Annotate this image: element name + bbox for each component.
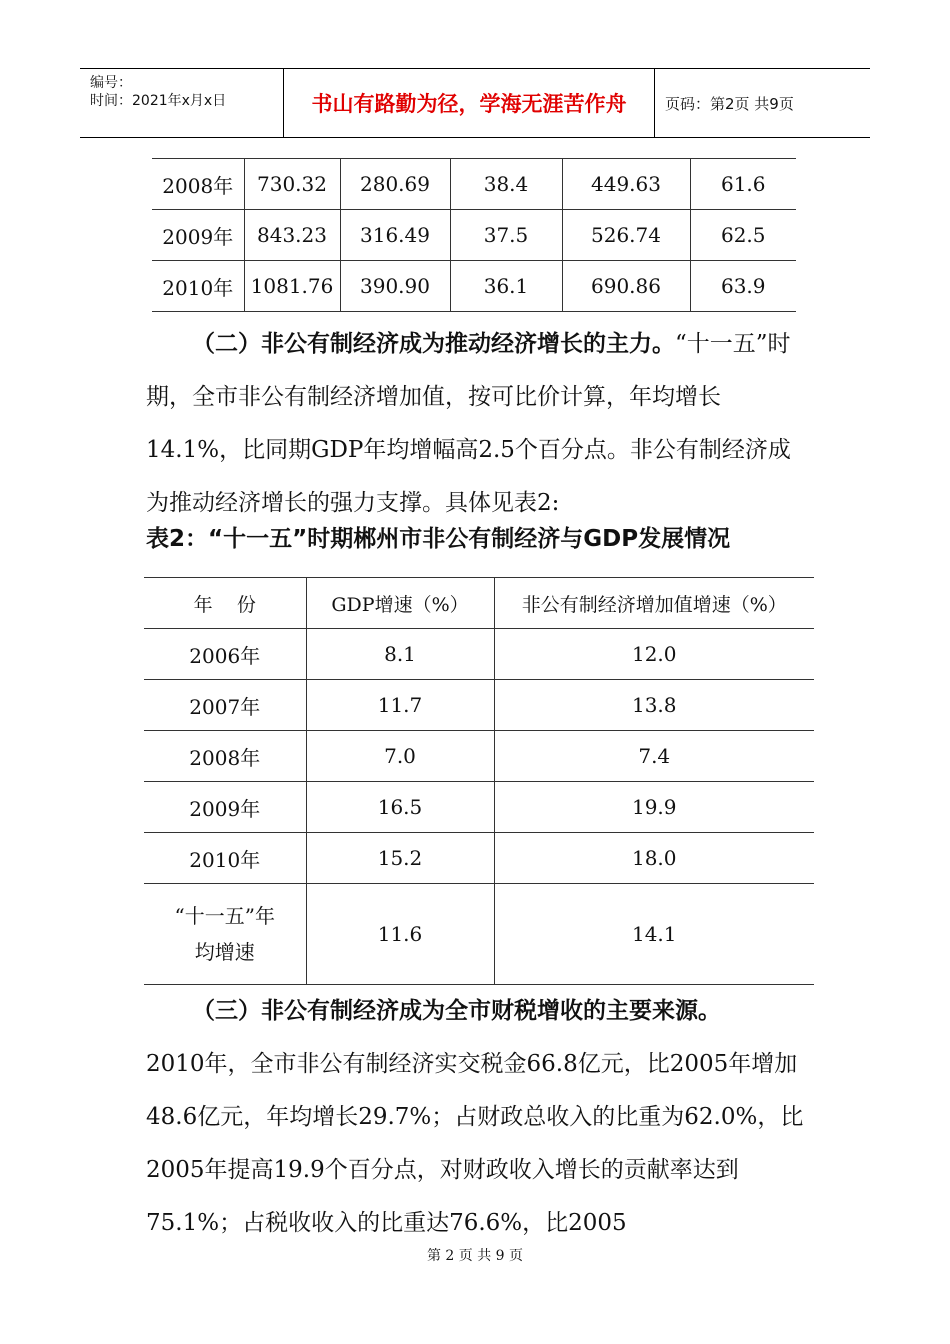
table-cell: 2008年	[144, 731, 306, 782]
paragraph-2-body: “十一五”时期，全市非公有制经济增加值，按可比价计算，年均增长14.1%，比同期GDP年均增幅高2.5个百分点。非公有制经济成为推动经济增长的强力支撑。具体见表2:	[146, 331, 791, 516]
table-cell: 8.1	[306, 629, 494, 680]
table-cell: 11.7	[306, 680, 494, 731]
header-page-info: 页码：第2页 共9页	[665, 94, 794, 113]
paragraph-2	[146, 318, 806, 530]
table-cell: 18.0	[494, 833, 814, 884]
table-row	[144, 680, 814, 731]
page-header	[80, 68, 870, 138]
table-cell: 37.5	[450, 210, 562, 261]
table-cell: 2006年	[144, 629, 306, 680]
table-cell: 19.9	[494, 782, 814, 833]
table-row-average	[144, 884, 814, 985]
table-cell: 61.6	[690, 159, 796, 210]
table-cell: 280.69	[340, 159, 450, 210]
table-cell: 2008年	[152, 159, 244, 210]
table-cell: 7.0	[306, 731, 494, 782]
table-cell: 16.5	[306, 782, 494, 833]
paragraph-2-heading: （二）非公有制经济成为推动经济增长的主力。	[192, 331, 675, 357]
table-cell: 690.86	[562, 261, 690, 312]
average-label-line2: 均增速	[194, 940, 255, 964]
paragraph-3-body: 2010年，全市非公有制经济实交税金66.8亿元，比2005年增加48.6亿元，年均增长29.7%；占财政总收入的比重为62.0%，比2005年提高19.9个百分点，对财政收入增长的贡献率达到75.1%；占税收收入的比重达76.6%，比2005	[146, 1051, 804, 1236]
table-cell: 526.74	[562, 210, 690, 261]
document-number-label: 编号：	[90, 75, 132, 91]
column-header-year: 年 份	[144, 578, 306, 629]
paragraph-3	[146, 985, 806, 1250]
table-cell: 2009年	[152, 210, 244, 261]
table-cell: 2010年	[144, 833, 306, 884]
table-cell: 63.9	[690, 261, 796, 312]
table-cell: 15.2	[306, 833, 494, 884]
paragraph-3-heading: （三）非公有制经济成为全市财税增收的主要来源。	[192, 998, 721, 1024]
table-cell: 2007年	[144, 680, 306, 731]
table-cell: 12.0	[494, 629, 814, 680]
table-cell: 843.23	[244, 210, 340, 261]
table-cell: 38.4	[450, 159, 562, 210]
header-meta	[80, 69, 283, 137]
table-2-caption: 表2：“十一五”时期郴州市非公有制经济与GDP发展情况	[146, 526, 731, 552]
table-cell: 36.1	[450, 261, 562, 312]
table-row	[144, 629, 814, 680]
document-date: 时间：2021年x月x日	[90, 93, 227, 109]
table-cell-average-label	[144, 884, 306, 985]
table-row	[144, 782, 814, 833]
table-cell: 449.63	[562, 159, 690, 210]
header-motto: 书山有路勤为径，学海无涯苦作舟	[311, 92, 627, 116]
header-motto-cell	[283, 69, 655, 137]
table-1-continued	[152, 158, 796, 312]
table-row	[152, 210, 796, 261]
table-cell: 62.5	[690, 210, 796, 261]
table-row	[152, 261, 796, 312]
column-header-gdp: GDP增速（%）	[306, 578, 494, 629]
table-cell: 316.49	[340, 210, 450, 261]
table-cell: 730.32	[244, 159, 340, 210]
table-cell: 7.4	[494, 731, 814, 782]
table-cell: 13.8	[494, 680, 814, 731]
table-cell: 2010年	[152, 261, 244, 312]
table-2	[144, 577, 814, 985]
table-header-row	[144, 578, 814, 629]
average-label-line1: “十一五”年	[174, 904, 275, 928]
table-cell: 14.1	[494, 884, 814, 985]
table-cell: 2009年	[144, 782, 306, 833]
column-header-nonpublic: 非公有制经济增加值增速（%）	[494, 578, 814, 629]
table-row	[152, 159, 796, 210]
table-cell: 11.6	[306, 884, 494, 985]
table-cell: 390.90	[340, 261, 450, 312]
page-footer: 第 2 页 共 9 页	[426, 1248, 524, 1264]
table-row	[144, 731, 814, 782]
table-cell: 1081.76	[244, 261, 340, 312]
table-row	[144, 833, 814, 884]
